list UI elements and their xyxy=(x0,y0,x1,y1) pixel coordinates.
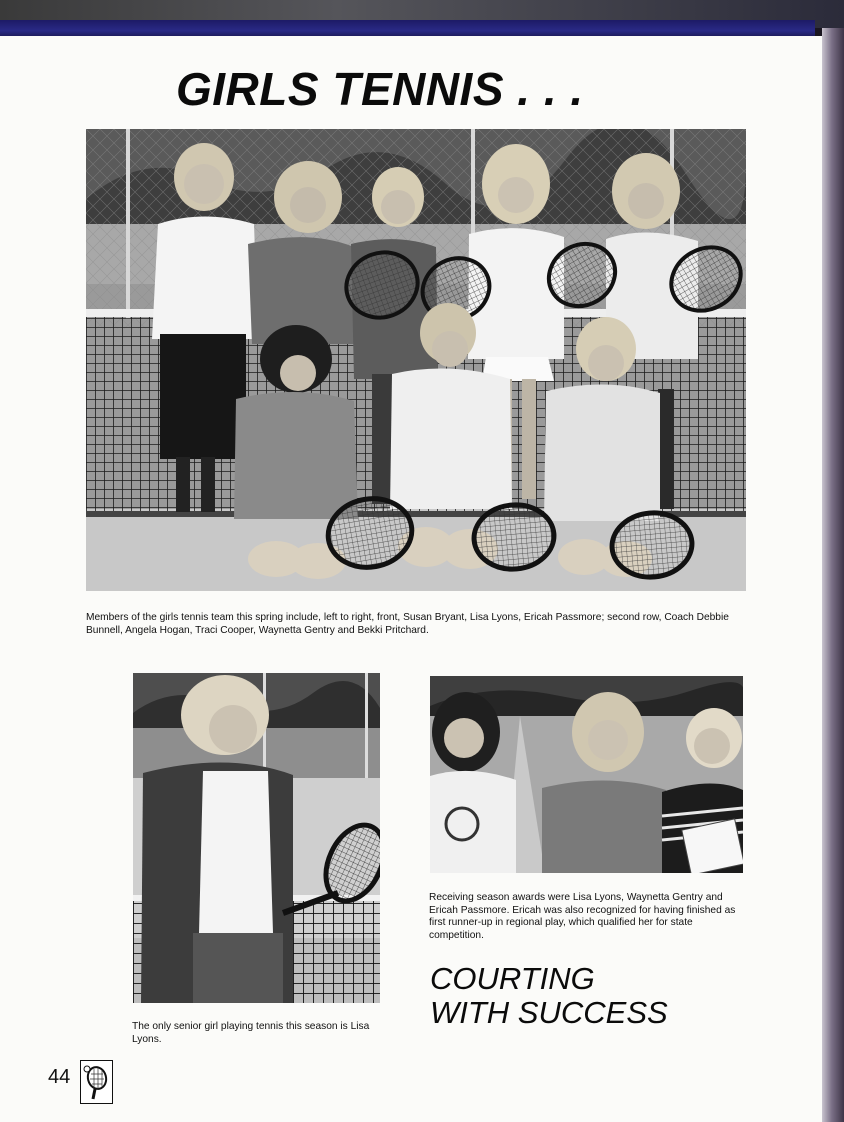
team-photo-image xyxy=(86,129,746,591)
page-number: 44 xyxy=(48,1066,71,1088)
team-photo-caption: Members of the girls tennis team this spring include, left to right, front, Susan Bryant, Lisa Lyons, Ericah Passmore; second row, Coach Debbie Bunnell, Angela Hogan, Traci Cooper, Waynetta Gentry and Bekki Pritchard. xyxy=(86,612,729,636)
subhead-line-2: WITH SUCCESS xyxy=(430,995,668,1030)
senior-photo-caption: The only senior girl playing tennis this season is Lisa Lyons. xyxy=(132,1021,370,1045)
awards-photo-image xyxy=(430,676,743,873)
team-photo xyxy=(86,129,746,591)
senior-photo xyxy=(133,673,380,1003)
tennis-emblem xyxy=(80,1060,113,1104)
page-headline: GIRLS TENNIS . . . xyxy=(176,63,584,115)
scan-right-edge xyxy=(822,28,844,1122)
tennis-racket-icon xyxy=(81,1061,111,1102)
awards-photo-caption: Receiving season awards were Lisa Lyons, Waynetta Gentry and Ericah Passmore. Ericah was also recognized for having finished as first runner-up in regional play, which qualified her for state competition. xyxy=(429,892,736,941)
senior-photo-image xyxy=(133,673,380,1003)
section-subheading xyxy=(430,962,668,1030)
subhead-line-1: COURTING xyxy=(430,961,595,996)
awards-photo xyxy=(430,676,743,873)
